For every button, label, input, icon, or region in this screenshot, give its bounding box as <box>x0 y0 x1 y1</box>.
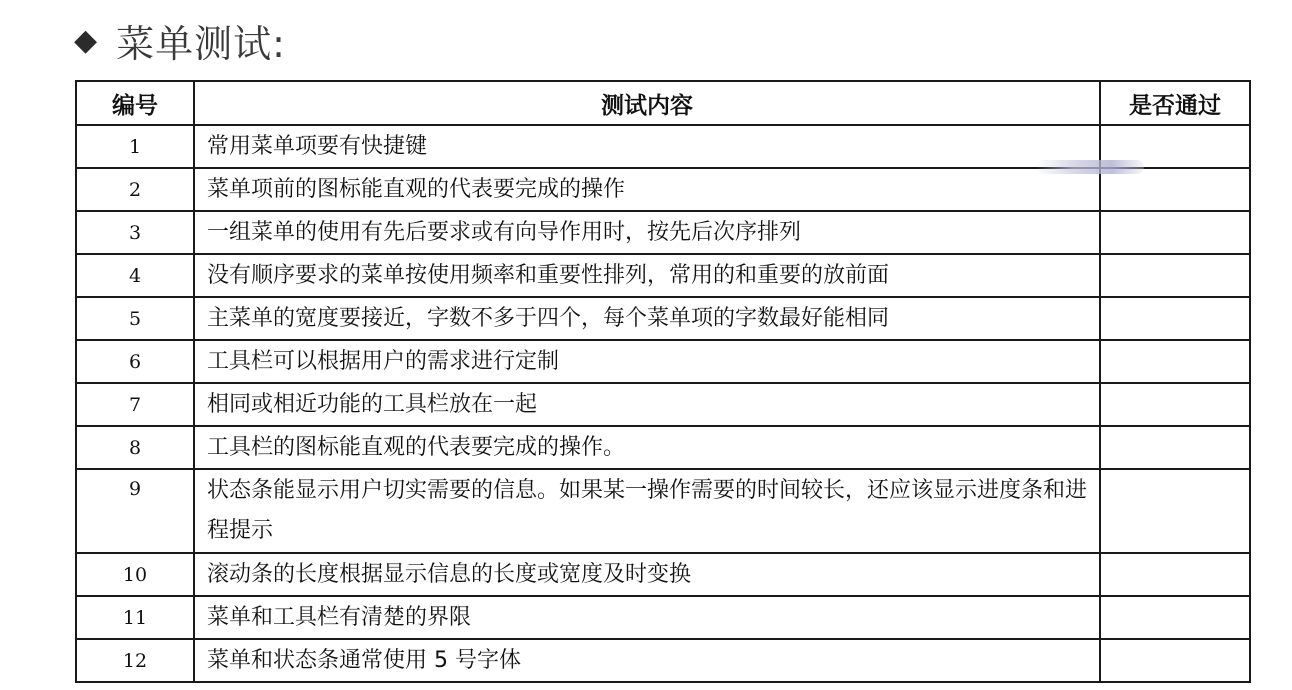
header-pass: 是否通过 <box>1100 81 1250 125</box>
table-row <box>76 469 1250 553</box>
row-content: 常用菜单项要有快捷键 <box>194 125 1100 168</box>
table-header-row <box>76 81 1250 125</box>
row-pass-cell[interactable] <box>1100 254 1250 297</box>
row-pass-cell[interactable] <box>1100 469 1250 553</box>
table-row <box>76 596 1250 639</box>
row-content: 滚动条的长度根据显示信息的长度或宽度及时变换 <box>194 553 1100 596</box>
row-pass-cell[interactable] <box>1100 168 1250 211</box>
table-row <box>76 383 1250 426</box>
table-row <box>76 426 1250 469</box>
row-pass-cell[interactable] <box>1100 426 1250 469</box>
table-row <box>76 340 1250 383</box>
page-heading <box>74 10 286 70</box>
table-row <box>76 553 1250 596</box>
row-number: 4 <box>76 254 194 297</box>
header-number: 编号 <box>76 81 194 125</box>
row-number: 12 <box>76 639 194 682</box>
row-number: 9 <box>76 469 194 553</box>
row-number: 10 <box>76 553 194 596</box>
table-row <box>76 297 1250 340</box>
row-number: 8 <box>76 426 194 469</box>
row-pass-cell[interactable] <box>1100 383 1250 426</box>
row-content: 菜单和工具栏有清楚的界限 <box>194 596 1100 639</box>
row-pass-cell[interactable] <box>1100 297 1250 340</box>
page-title: 菜单测试: <box>116 21 286 66</box>
row-pass-cell[interactable] <box>1100 340 1250 383</box>
row-pass-cell[interactable] <box>1100 639 1250 682</box>
row-pass-cell[interactable] <box>1100 553 1250 596</box>
row-number: 2 <box>76 168 194 211</box>
table-row <box>76 254 1250 297</box>
blur-smudge <box>1036 160 1144 174</box>
row-number: 11 <box>76 596 194 639</box>
row-content: 相同或相近功能的工具栏放在一起 <box>194 383 1100 426</box>
table-row <box>76 168 1250 211</box>
row-content: 一组菜单的使用有先后要求或有向导作用时，按先后次序排列 <box>194 211 1100 254</box>
row-content: 工具栏可以根据用户的需求进行定制 <box>194 340 1100 383</box>
diamond-bullet-icon: ◆ <box>74 22 99 58</box>
row-pass-cell[interactable] <box>1100 211 1250 254</box>
row-number: 5 <box>76 297 194 340</box>
table-row <box>76 639 1250 682</box>
row-pass-cell[interactable] <box>1100 596 1250 639</box>
row-content: 菜单和状态条通常使用 5 号字体 <box>194 639 1100 682</box>
row-content: 状态条能显示用户切实需要的信息。如果某一操作需要的时间较长，还应该显示进度条和进程提示 <box>194 469 1100 553</box>
row-content: 菜单项前的图标能直观的代表要完成的操作 <box>194 168 1100 211</box>
row-number: 1 <box>76 125 194 168</box>
row-content: 主菜单的宽度要接近，字数不多于四个，每个菜单项的字数最好能相同 <box>194 297 1100 340</box>
row-content: 没有顺序要求的菜单按使用频率和重要性排列，常用的和重要的放前面 <box>194 254 1100 297</box>
row-content: 工具栏的图标能直观的代表要完成的操作。 <box>194 426 1100 469</box>
row-number: 7 <box>76 383 194 426</box>
row-number: 3 <box>76 211 194 254</box>
header-content: 测试内容 <box>194 81 1100 125</box>
table-row <box>76 211 1250 254</box>
row-number: 6 <box>76 340 194 383</box>
